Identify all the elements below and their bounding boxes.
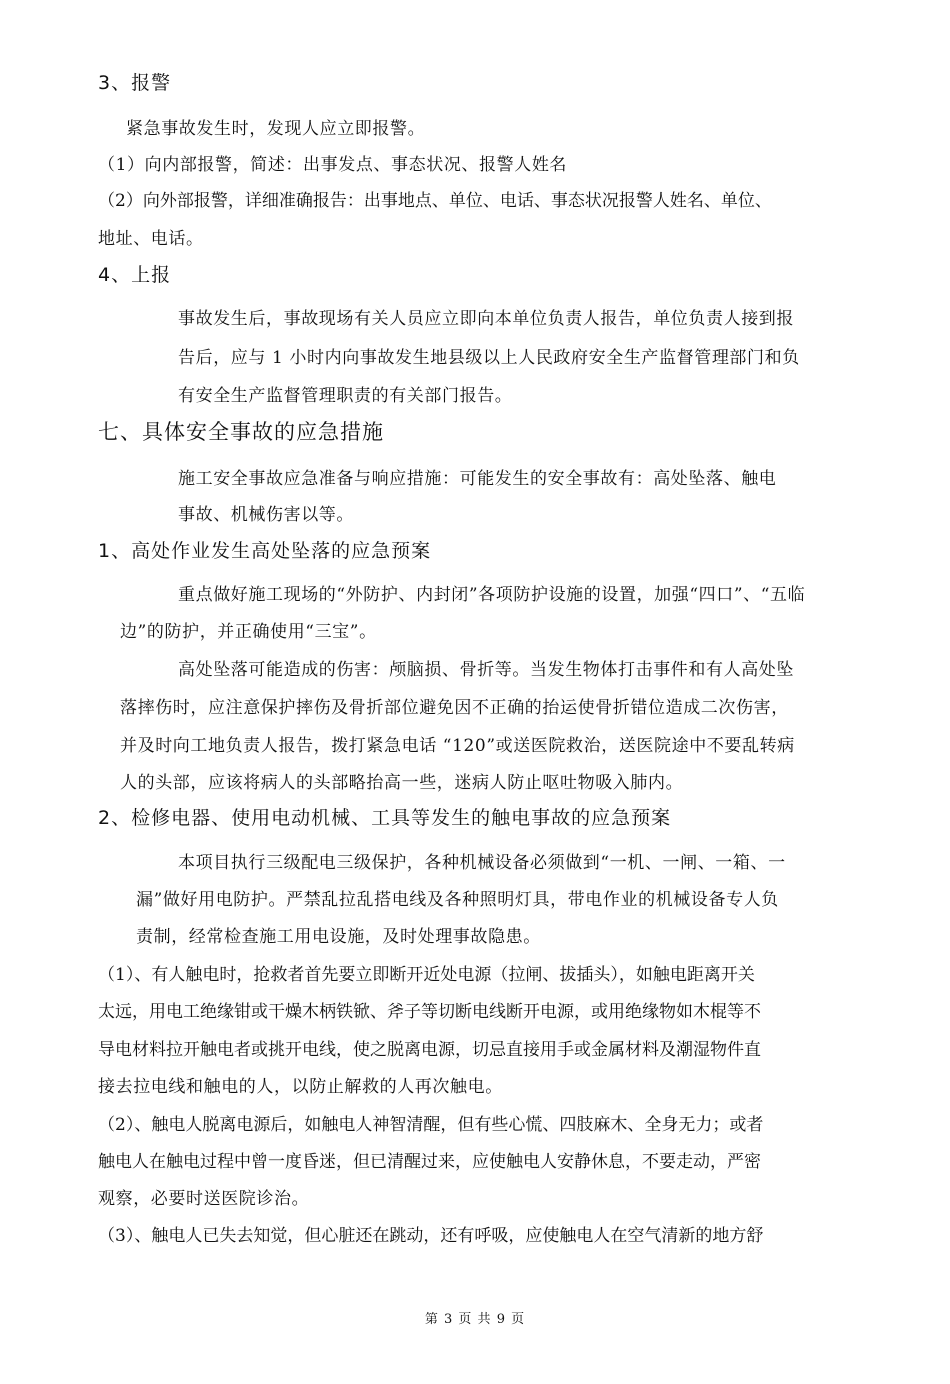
paragraph-electric-a-line2: 漏”做好用电防护。严禁乱拉乱搭电线及各种照明灯具，带电作业的机械设备专人负 [136,890,779,910]
paragraph-fall-a-line2: 边”的防护，并正确使用“三宝”。 [120,622,377,642]
paragraph-electric-1-line1: （1）、有人触电时，抢救者首先要立即断开近处电源（拉闸、拔插头），如触电距离开关 [98,965,755,985]
paragraph-report-line3: 有安全生产监督管理职责的有关部门报告。 [178,386,513,406]
subsection-heading-fall: 1、高处作业发生高处坠落的应急预案 [98,540,432,562]
paragraph-electric-2-line1: （2）、触电人脱离电源后，如触电人神智清醒，但有些心慌、四肢麻木、全身无力；或者 [98,1115,764,1135]
paragraph-fall-b-line3: 并及时向工地负责人报告，拨打紧急电话 “120”或送医院救治，送医院途中不要乱转病 [120,736,795,756]
paragraph-electric-1-line3: 导电材料拉开触电者或挑开电线，使之脱离电源，切忌直接用手或金属材料及潮湿物件直 [98,1040,761,1060]
paragraph-measures-line1: 施工安全事故应急准备与响应措施：可能发生的安全事故有：高处坠落、触电 [178,469,777,489]
paragraph-measures-line2: 事故、机械伤害以等。 [178,505,354,525]
paragraph-electric-a-line3: 责制，经常检查施工用电设施，及时处理事故隐患。 [136,927,541,947]
page-footer: 第 3 页 共 9 页 [424,1312,526,1327]
paragraph-alarm-internal: （1）向内部报警，简述：出事发点、事态状况、报警人姓名 [98,155,568,175]
paragraph-report-line2: 告后，应与 1 小时内向事故发生地县级以上人民政府安全生产监督管理部门和负 [178,348,800,368]
paragraph-alarm-intro: 紧急事故发生时，发现人应立即报警。 [126,119,426,139]
paragraph-report-line1: 事故发生后，事故现场有关人员应立即向本单位负责人报告，单位负责人接到报 [178,309,794,329]
section-heading-report: 4、上报 [98,264,172,286]
paragraph-electric-1-line4: 接去拉电线和触电的人，以防止解救的人再次触电。 [98,1077,503,1097]
paragraph-electric-2-line2: 触电人在触电过程中曾一度昏迷，但已清醒过来，应使触电人安静休息，不要走动，严密 [98,1152,761,1172]
paragraph-fall-b-line2: 落摔伤时，应注意保护摔伤及骨折部位避免因不正确的抬运使骨折错位造成二次伤害， [120,698,789,718]
chapter-heading-measures: 七、具体安全事故的应急措施 [98,420,384,444]
subsection-heading-electric: 2、检修电器、使用电动机械、工具等发生的触电事故的应急预案 [98,807,672,829]
paragraph-fall-a-line1: 重点做好施工现场的“外防护、内封闭”各项防护设施的设置，加强“四口”、“五临 [178,585,806,605]
paragraph-electric-3-line1: （3）、触电人已失去知觉，但心脏还在跳动，还有呼吸，应使触电人在空气清新的地方舒 [98,1226,764,1246]
paragraph-alarm-external-line2: 地址、电话。 [98,229,204,249]
paragraph-fall-b-line1: 高处坠落可能造成的伤害：颅脑损、骨折等。当发生物体打击事件和有人高处坠 [178,660,794,680]
paragraph-alarm-external-line1: （2）向外部报警，详细准确报告：出事地点、单位、电话、事态状况报警人姓名、单位、 [98,191,772,211]
paragraph-electric-1-line2: 太远，用电工绝缘钳或干燥木柄铁锨、斧子等切断电线断开电源，或用绝缘物如木棍等不 [98,1002,761,1022]
paragraph-fall-b-line4: 人的头部，应该将病人的头部略抬高一些，迷病人防止呕吐物吸入肺内。 [120,773,684,793]
paragraph-electric-a-line1: 本项目执行三级配电三级保护，各种机械设备必须做到“一机、一闸、一箱、一 [178,853,786,873]
section-heading-alarm: 3、报警 [98,72,172,94]
paragraph-electric-2-line3: 观察，必要时送医院诊治。 [98,1189,310,1209]
